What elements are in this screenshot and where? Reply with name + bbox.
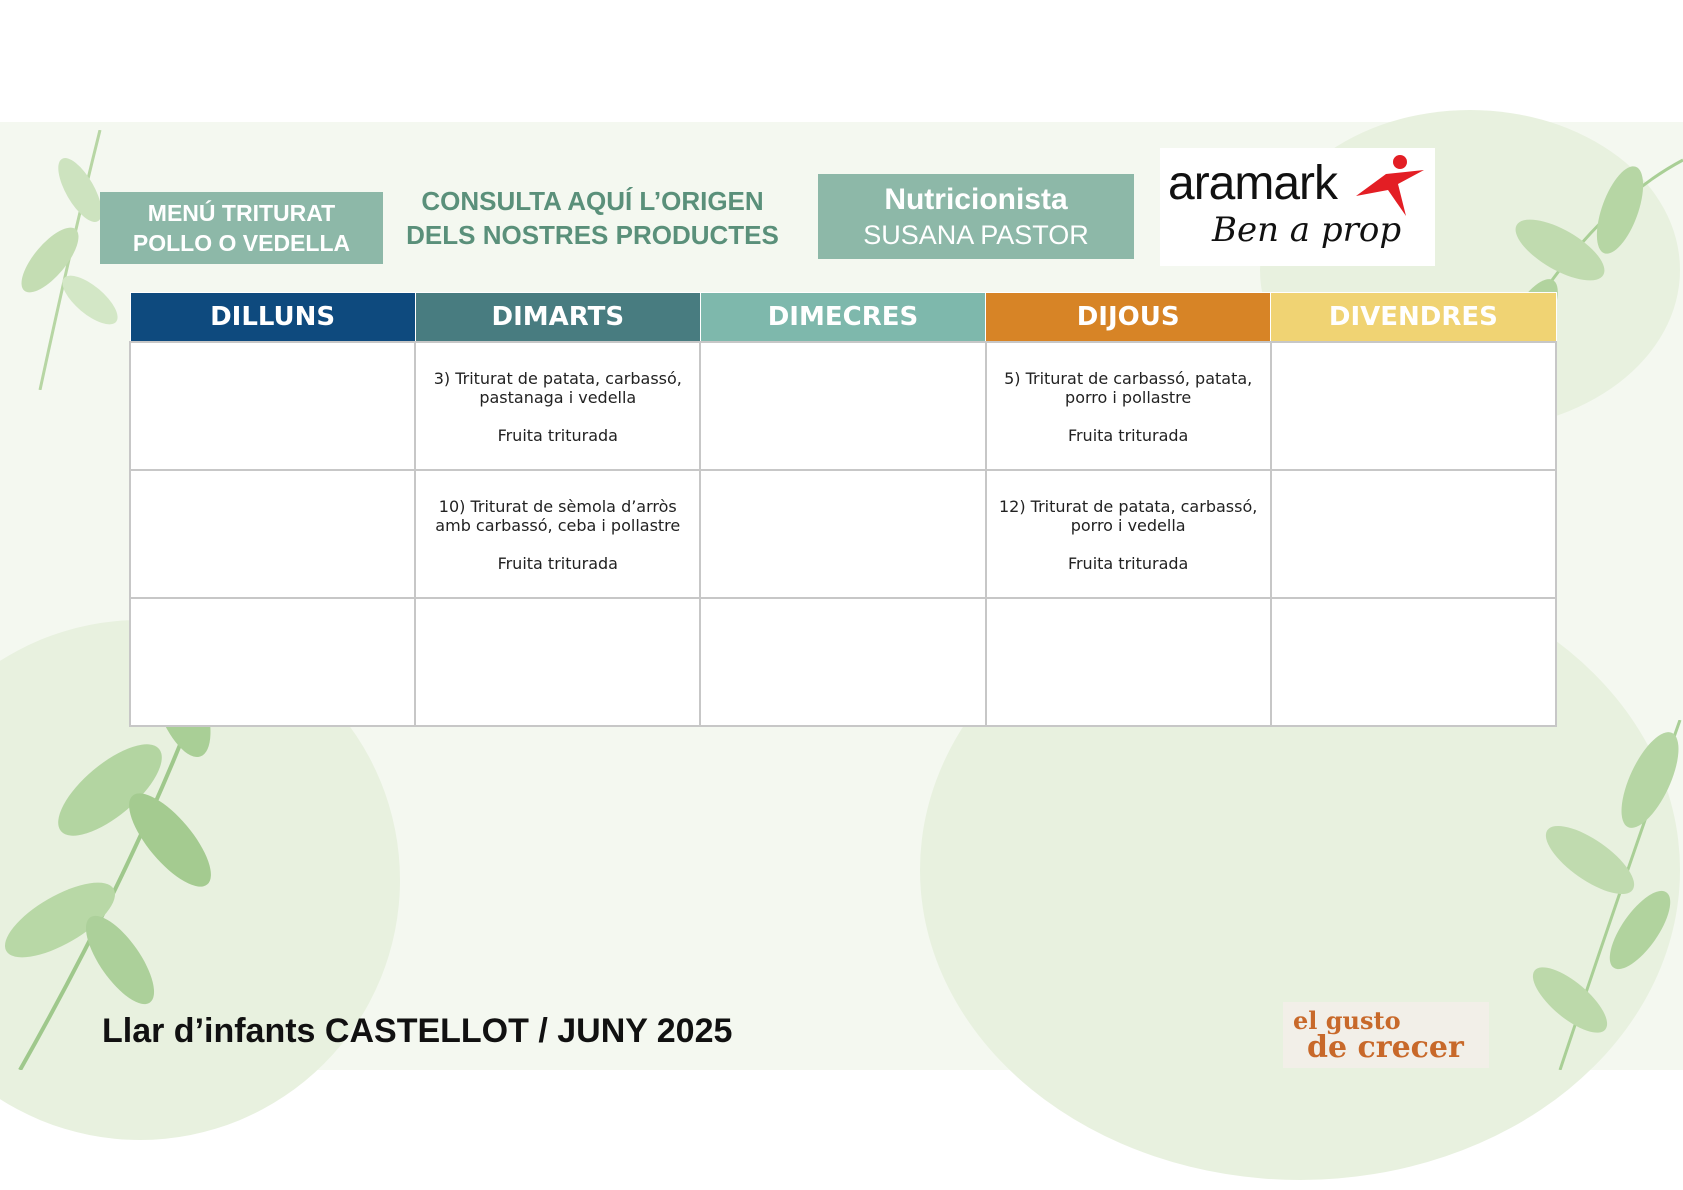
menu-type-line1: MENÚ TRITURAT xyxy=(147,200,336,226)
origin-link-line2: DELS NOSTRES PRODUCTES xyxy=(406,220,779,250)
menu-cell xyxy=(700,342,985,470)
menu-cell xyxy=(986,342,1271,470)
menu-cell xyxy=(1271,470,1556,598)
dish-text xyxy=(707,471,978,497)
menu-cell xyxy=(130,470,415,598)
dish-text xyxy=(137,343,408,369)
menu-cell xyxy=(986,598,1271,726)
menu-cell xyxy=(700,470,985,598)
dish-text: 10) Triturat de sèmola d’arròs amb carbassó, ceba i pollastre xyxy=(435,497,681,535)
dessert-text: Fruita triturada xyxy=(1067,426,1189,445)
menu-cell xyxy=(415,470,700,598)
dish-text xyxy=(707,599,978,625)
table-header-row xyxy=(130,293,1556,343)
leaf-decoration-icon xyxy=(1500,720,1683,1070)
aramark-logo xyxy=(1160,148,1435,266)
footer-title: Llar d’infants CASTELLOT / JUNY 2025 xyxy=(102,1012,733,1050)
origin-link-line1: CONSULTA AQUÍ L’ORIGEN xyxy=(421,186,764,216)
logo-line1: el gusto xyxy=(1293,1006,1401,1035)
aramark-tagline: Ben a prop xyxy=(1212,210,1402,250)
dish-text xyxy=(993,599,1264,625)
dessert-text: Fruita triturada xyxy=(1067,554,1189,573)
dish-text xyxy=(1278,343,1549,369)
aramark-wordmark: aramark xyxy=(1168,157,1338,210)
day-header-dimarts: DIMARTS xyxy=(415,293,700,343)
dish-text xyxy=(1278,471,1549,497)
nutritionist-name: SUSANA PASTOR xyxy=(863,219,1089,250)
menu-cell xyxy=(986,470,1271,598)
day-header-dimecres: DIMECRES xyxy=(700,293,985,343)
dish-text xyxy=(137,599,408,625)
nutritionist-title: Nutricionista xyxy=(884,182,1068,216)
menu-cell xyxy=(130,598,415,726)
dish-text: 12) Triturat de patata, carbassó, porro i vedella xyxy=(998,497,1258,535)
dish-text: 5) Triturat de carbassó, patata, porro i pollastre xyxy=(1004,369,1253,407)
dish-text xyxy=(707,343,978,369)
day-header-dilluns: DILLUNS xyxy=(130,293,415,343)
dish-text xyxy=(1278,599,1549,625)
nutritionist-box xyxy=(818,174,1134,259)
dessert-text: Fruita triturada xyxy=(497,554,618,573)
day-header-divendres: DIVENDRES xyxy=(1271,293,1556,343)
table-row xyxy=(130,342,1556,470)
menu-type-line2: POLLO O VEDELLA xyxy=(132,230,351,256)
menu-cell xyxy=(130,342,415,470)
dish-text xyxy=(422,599,693,625)
product-origin-link[interactable] xyxy=(400,184,785,252)
el-gusto-de-crecer-logo xyxy=(1283,1002,1489,1068)
dish-text: 3) Triturat de patata, carbassó, pastanaga i vedella xyxy=(433,369,682,407)
dessert-text: Fruita triturada xyxy=(497,426,618,445)
weekly-menu-table xyxy=(129,292,1557,727)
menu-type-label xyxy=(100,192,383,264)
table-row xyxy=(130,470,1556,598)
menu-cell xyxy=(700,598,985,726)
day-header-dijous: DIJOUS xyxy=(986,293,1271,343)
menu-cell xyxy=(1271,342,1556,470)
menu-cell xyxy=(415,342,700,470)
logo-line2: de crecer xyxy=(1307,1030,1464,1065)
menu-cell xyxy=(1271,598,1556,726)
dish-text xyxy=(137,471,408,497)
menu-cell xyxy=(415,598,700,726)
table-row xyxy=(130,598,1556,726)
